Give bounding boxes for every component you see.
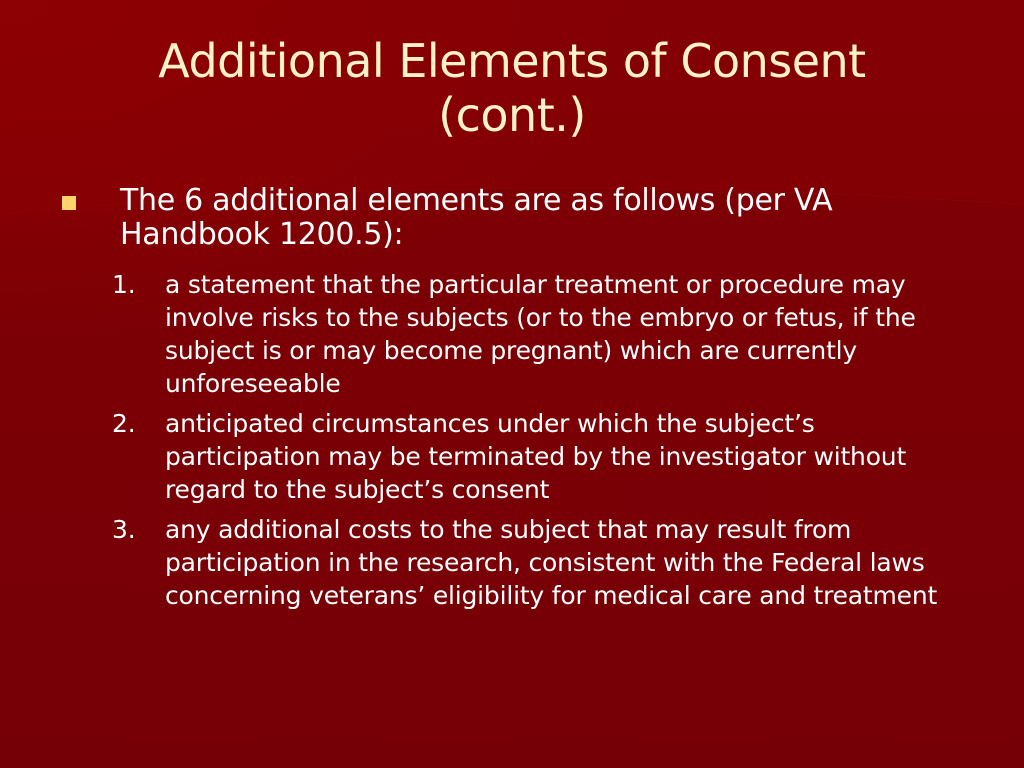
numbered-list bbox=[112, 268, 972, 619]
slide-title-line-1: Additional Elements of Consent bbox=[158, 34, 866, 88]
list-item bbox=[112, 268, 972, 400]
list-item-number: 3. bbox=[112, 515, 136, 544]
list-item bbox=[112, 407, 972, 506]
list-item-number: 1. bbox=[112, 270, 136, 299]
list-item-number: 2. bbox=[112, 409, 136, 438]
slide-title bbox=[0, 34, 1024, 142]
list-item-text: any additional costs to the subject that may result from participation in the research, consistent with the Federal laws concerning veterans’ eligibility for medical care and treatment bbox=[165, 515, 938, 610]
list-item-text: a statement that the particular treatment or procedure may involve risks to the subjects (or to the embryo or fetus, if the subject is or may become pregnant) which are currently unforeseeable bbox=[165, 270, 916, 398]
square-bullet-icon bbox=[62, 196, 76, 210]
list-item-text: anticipated circumstances under which the subject’s participation may be terminated by the investigator without regard to the subject’s consent bbox=[165, 409, 907, 504]
slide-title-line-2: (cont.) bbox=[438, 88, 586, 142]
list-item bbox=[112, 513, 972, 612]
lead-text: The 6 additional elements are as follows (per VA Handbook 1200.5): bbox=[120, 183, 833, 252]
